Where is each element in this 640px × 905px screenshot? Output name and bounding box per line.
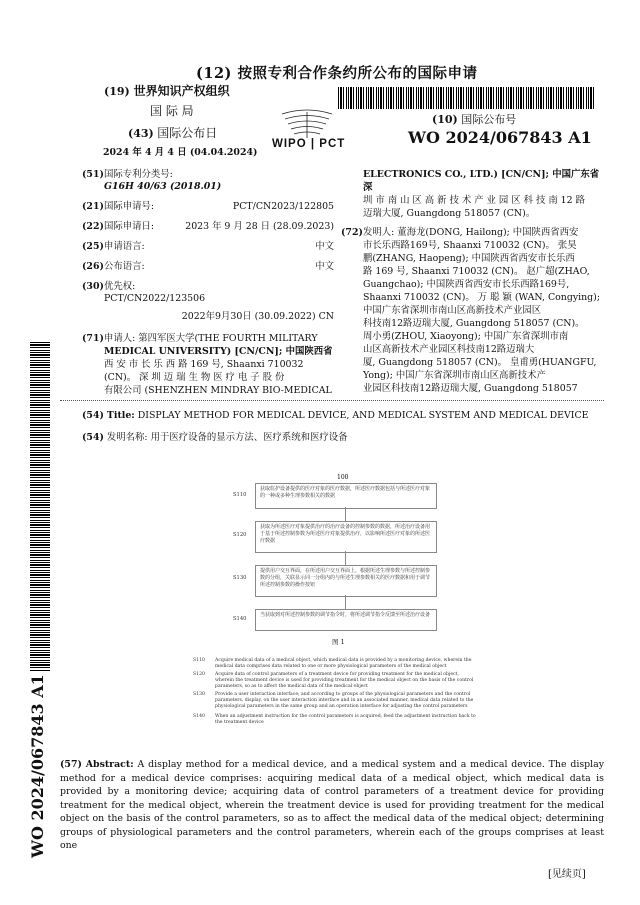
continue-note: [见续页]: [548, 869, 586, 880]
field-25: (25) 申请语言: 中文: [82, 241, 334, 252]
pub-date-value: 2024 年 4 月 4 日 (04.04.2024): [103, 147, 258, 158]
wipo-logo-text: WIPO | PCT: [272, 138, 346, 150]
flow-arrow: [345, 551, 346, 565]
flow-step: 获取监护设备提供的医疗对象的医疗数据，所述医疗数据包括与所述医疗对象的一种或多种生理参数相关的数据: [255, 483, 437, 509]
legend-row: S140 When an adjustment instruction for the control parameters is acquired, feed the adjustment instruction back to the treatment device: [193, 714, 476, 725]
figure-1: [175, 450, 476, 725]
pub-number: WO 2024/067843 A1: [408, 128, 592, 147]
field-22: (22) 国际申请日: 2023 年 9 月 28 日 (28.09.2023): [82, 221, 334, 232]
figure-caption: 图 1: [332, 638, 345, 646]
priority-date: 2022年9月30日 (30.09.2022) CN: [181, 311, 334, 322]
office-name: (19) 世界知识产权组织: [104, 84, 230, 98]
legend-row: S110 Acquire medical data of a medical object, which medical data is provided by a monitoring device, wherein the medical data comprises data related to one or more physiological parameters of the medical object: [193, 658, 472, 669]
applicant-continued: ELECTRONICS CO., LTD.) [CN/CN]; 中国广东省深 圳 市 南 山 区 高 新 技 术 产 业 园 区 科 技 南 12 路 迈瑞大厦, Guangdong 518057 (CN)。: [363, 169, 600, 219]
field-71: (71) 申请人: 第四军医大学(THE FOURTH MILITARY MEDICAL UNIVERSITY) [CN/CN]; 中国陕西省 西 安 市 长 乐 西 路 169 号, Shaanxi 710032 (CN)。 深 圳 迈 瑞 生 物 医 疗 电 子 股 份 有限公司 (SHENZHEN MINDRAY BIO-MEDICAL: [82, 333, 333, 396]
flow-arrow: [345, 507, 346, 521]
pub-number-label: (10) 国际公布号: [432, 113, 517, 126]
field-51: (51) 国际专利分类号: G16H 40/63 (2018.01): [82, 169, 222, 192]
separator: [60, 400, 604, 401]
field-72: (72) 发明人: 董海龙(DONG, Hailong); 中国陕西省西安 市长乐西路169号, Shaanxi 710032 (CN)。 张昊 鹏(ZHANG, Haopeng); 中国陕西省西安市长乐西 路 169 号, Shaanxi 710032 (CN)。 赵广超(ZHAO, Guangchao); 中国陕西省西安市长乐西路169号, Shaanxi 710032 (CN)。 万 聪 颖 (WAN, Congying); 中国广东省深圳市南山区高新技术产业园区 科技南12路迈瑞大厦, Guangdong 518057 (CN)。 周小勇(ZHOU, Xiaoyong); 中国广东省深圳市南 山区高新技术产业园区科技南12路迈瑞大 厦, Guangdong 518057 (CN)。 皇甫勇(HUANGFU, Yong); 中国广东省深圳市南山区高新技术产 业园区科技南12路迈瑞大厦, Guangdong 518057: [341, 227, 600, 394]
field-26: (26) 公布语言: 中文: [82, 261, 334, 272]
field-21: (21) 国际申请号: PCT/CN2023/122805: [82, 201, 334, 212]
figure-ref: 100: [337, 474, 349, 481]
flow-arrow: [345, 595, 346, 609]
title-en: (54) Title: DISPLAY METHOD FOR MEDICAL DEVICE, AND MEDICAL SYSTEM AND MEDICAL DEVICE: [82, 410, 589, 421]
document-title: (12) 按照专利合作条约所公布的国际申请: [196, 65, 478, 82]
flow-step: 当获取到对所述控制参数的调节指令时，将所述调节指令反馈至所述治疗设备: [255, 609, 437, 631]
step-label: S130: [233, 575, 247, 581]
barcode-top: [338, 87, 596, 109]
office-sub: 国 际 局: [150, 104, 194, 118]
vertical-pub-number: WO 2024/067843 A1: [28, 674, 47, 858]
step-label: S110: [233, 492, 247, 498]
field-30: (30) 优先权: PCT/CN2022/123506: [82, 281, 206, 304]
abstract: (57) Abstract: A display method for a medical device, and a medical system and a medical device. The display method for a medical device comprises: acquiring medical data of a medical object, which medical data is provided by a monitoring device; acquiring data of control parameters of a treatment device for providing treatment for the medical object, wherein the treatment device is used for providing treatment for the medical object on the basis of the control parameters, so as to affect the medical data of the medical object; determining groups of physiological parameters and the control parameters, wherein each of the groups comprises at least one: [60, 759, 605, 851]
biblio-left: [82, 168, 334, 396]
flow-step: 提供用户交互界面，在所述用户交互界面上，根据所述生理参数与所述控制参数的分组，关联显示同一分组内的与所述生理参数相关的医疗数据和用于调节所述控制参数的操作按钮: [255, 565, 437, 597]
legend-row: S120 Acquire data of control parameters of a treatment device for providing treatment for the medical object, wherein the treatment device is used for providing treatment for the medical object on the basis of the control parameters, so as to affect the medical data of the medical object: [193, 672, 474, 689]
step-label: S140: [233, 616, 247, 622]
barcode-side: [30, 342, 50, 672]
flow-step: 获取为所述医疗对象提供治疗的治疗设备的控制参数的数据，所述治疗设备用于基于所述控制参数为所述医疗对象提供治疗，以影响所述医疗对象的所述医疗数据: [255, 521, 437, 553]
step-label: S120: [233, 532, 247, 538]
title-zh: (54) 发明名称: 用于医疗设备的显示方法、医疗系统和医疗设备: [82, 432, 348, 443]
biblio-right: [341, 168, 603, 395]
legend-row: S130 Provide a user interaction interface; and according to groups of the physiological parameters and the control parameters, display, on the user interaction interface and in an associated manner, medical data related to the physiological parameters in the same group and an operation interface for adjusting the control parameters: [193, 692, 474, 709]
pub-date-label: (43) 国际公布日: [128, 126, 218, 140]
